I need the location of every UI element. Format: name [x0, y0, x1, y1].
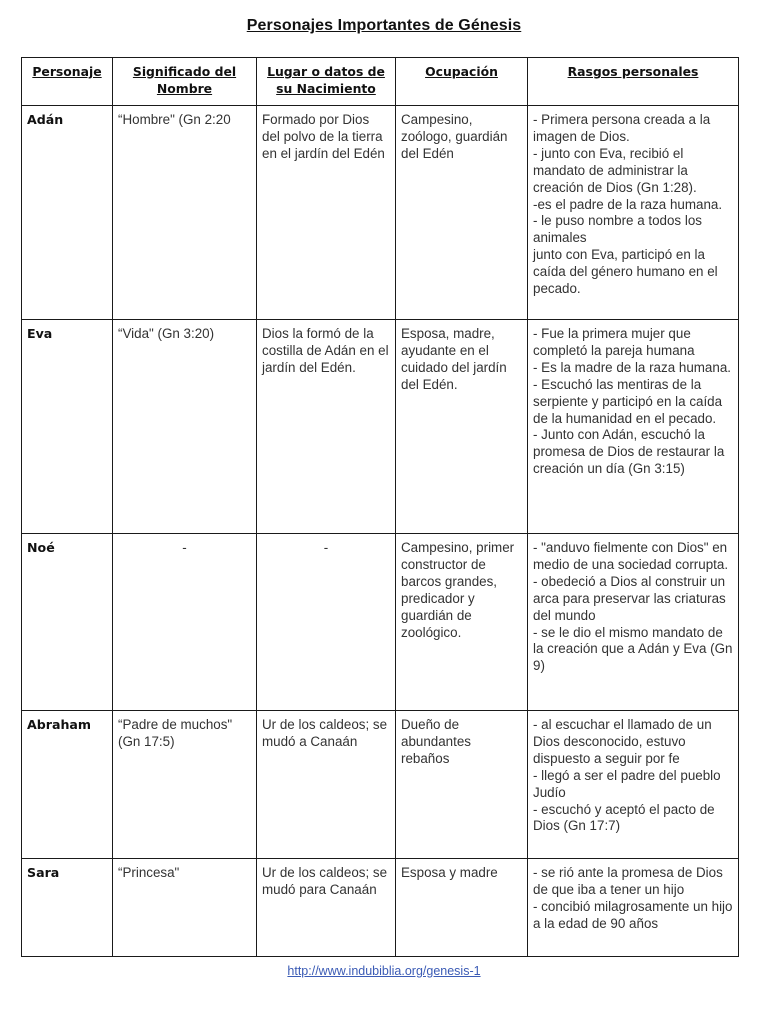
header-significado: Significado del Nombre — [113, 58, 257, 106]
document-title: Personajes Importantes de Génesis — [246, 17, 522, 34]
cell-ocupacion: Esposa, madre, ayudante en el cuidado del jardín del Edén. — [396, 320, 528, 534]
table-row — [22, 320, 739, 534]
rasgo-line: junto con Eva, participó en la caída del género humano en el pecado. — [533, 247, 718, 297]
rasgo-line: - llegó a ser el padre del pueblo Judío — [533, 767, 721, 800]
rasgo-line: - junto con Eva, recibió el mandato de administrar la creación de Dios (Gn 1:28). — [533, 145, 697, 195]
cell-significado: “Princesa" — [113, 859, 257, 957]
cell-lugar: Dios la formó de la costilla de Adán en el jardín del Edén. — [257, 320, 396, 534]
rasgo-line: - le puso nombre a todos los animales — [533, 213, 702, 246]
cell-personaje: Adán — [22, 106, 113, 320]
rasgo-line: - escuchó y aceptó el pacto de Dios (Gn 17:7) — [533, 801, 715, 834]
table-header-row — [22, 58, 739, 106]
cell-significado: “Vida" (Gn 3:20) — [113, 320, 257, 534]
rasgo-line: - Primera persona creada a la imagen de Dios. — [533, 112, 711, 144]
cell-personaje: Abraham — [22, 711, 113, 859]
rasgo-line: - Junto con Adán, escuchó la promesa de Dios de restaurar la creación un día (Gn 3:15) — [533, 427, 725, 477]
cell-significado: “Hombre" (Gn 2:20 — [113, 106, 257, 320]
rasgo-line: - obedeció a Dios al construir un arca para preservar las criaturas del mundo — [533, 573, 726, 623]
cell-rasgos — [528, 320, 739, 534]
cell-ocupacion: Campesino, primer constructor de barcos grandes, predicador y guardián de zoológico. — [396, 534, 528, 711]
header-ocupacion: Ocupación — [396, 58, 528, 106]
rasgo-line: - se le dio el mismo mandato de la creación que a Adán y Eva (Gn 9) — [533, 624, 733, 674]
cell-ocupacion: Campesino, zoólogo, guardián del Edén — [396, 106, 528, 320]
cell-personaje: Noé — [22, 534, 113, 711]
rasgo-line: - Es la madre de la raza humana. — [533, 359, 731, 375]
table-row — [22, 106, 739, 320]
rasgo-line: - se rió ante la promesa de Dios de que iba a tener un hijo — [533, 865, 723, 897]
table-row — [22, 859, 739, 957]
header-rasgos: Rasgos personales — [528, 58, 739, 106]
cell-lugar: - — [257, 534, 396, 711]
cell-ocupacion: Esposa y madre — [396, 859, 528, 957]
table-row — [22, 711, 739, 859]
rasgo-line: - Fue la primera mujer que completó la pareja humana — [533, 326, 695, 358]
rasgo-line: - concibió milagrosamente un hijo a la edad de 90 años — [533, 898, 733, 931]
rasgo-line: - Escuchó las mentiras de la serpiente y participó en la caída de la humanidad en el pecado. — [533, 376, 723, 426]
header-personaje: Personaje — [22, 58, 113, 106]
cell-significado: - — [113, 534, 257, 711]
rasgo-line: -es el padre de la raza humana. — [533, 196, 723, 212]
cell-lugar: Ur de los caldeos; se mudó a Canaán — [257, 711, 396, 859]
cell-rasgos — [528, 859, 739, 957]
rasgo-line: - "anduvo fielmente con Dios" en medio de una sociedad corrupta. — [533, 540, 729, 572]
table-row — [22, 534, 739, 711]
cell-rasgos — [528, 534, 739, 711]
cell-personaje: Eva — [22, 320, 113, 534]
cell-lugar: Formado por Dios del polvo de la tierra en el jardín del Edén — [257, 106, 396, 320]
cell-rasgos — [528, 106, 739, 320]
cell-rasgos — [528, 711, 739, 859]
header-lugar: Lugar o datos de su Nacimiento — [257, 58, 396, 106]
cell-personaje: Sara — [22, 859, 113, 957]
rasgo-line: - al escuchar el llamado de un Dios desconocido, estuvo dispuesto a seguir por fe — [533, 717, 712, 766]
cell-ocupacion: Dueño de abundantes rebaños — [396, 711, 528, 859]
source-link[interactable]: http://www.indubiblia.org/genesis-1 — [287, 964, 481, 978]
cell-significado: “Padre de muchos" (Gn 17:5) — [113, 711, 257, 859]
cell-lugar: Ur de los caldeos; se mudó para Canaán — [257, 859, 396, 957]
characters-table — [21, 57, 739, 957]
